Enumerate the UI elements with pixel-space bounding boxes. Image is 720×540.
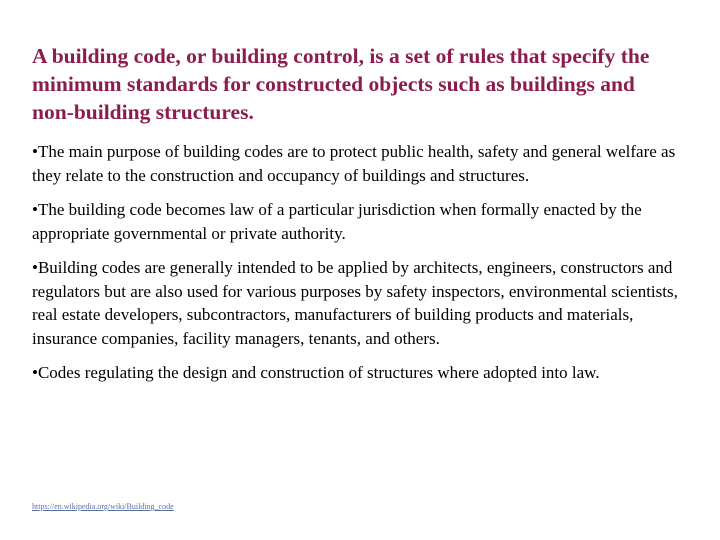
bullet-text: The building code becomes law of a particular jurisdiction when formally enacted by the appropriate governmental or private authority. xyxy=(32,200,642,243)
source-link[interactable]: https://en.wikipedia.org/wiki/Building_code xyxy=(32,502,174,511)
bullet-item-purpose xyxy=(32,140,692,187)
slide-heading xyxy=(32,42,702,126)
heading-line-2: minimum standards for constructed objects such as buildings and xyxy=(32,72,635,96)
bullet-marker: • xyxy=(32,258,38,277)
bullet-marker: • xyxy=(32,200,38,219)
bullet-marker: • xyxy=(32,142,38,161)
heading-line-3: non-building structures. xyxy=(32,100,254,124)
bullet-marker: • xyxy=(32,363,38,382)
bullet-text: Building codes are generally intended to be applied by architects, engineers, constructors and regulators but are also used for various purposes by safety inspectors, environmental scientists, real estate developers, subcontractors, manufacturers of building products and materials, insurance companies, facility managers, tenants, and others. xyxy=(32,258,678,348)
bullet-list xyxy=(32,140,692,396)
bullet-item-regulation xyxy=(32,361,692,385)
bullet-text: The main purpose of building codes are to protect public health, safety and general welfare as they relate to the construction and occupancy of buildings and structures. xyxy=(32,142,676,185)
bullet-item-users xyxy=(32,256,692,350)
bullet-item-law xyxy=(32,198,692,245)
heading-line-1: A building code, or building control, is a set of rules that specify the xyxy=(32,44,650,68)
bullet-text: Codes regulating the design and construction of structures where adopted into law. xyxy=(37,363,600,382)
